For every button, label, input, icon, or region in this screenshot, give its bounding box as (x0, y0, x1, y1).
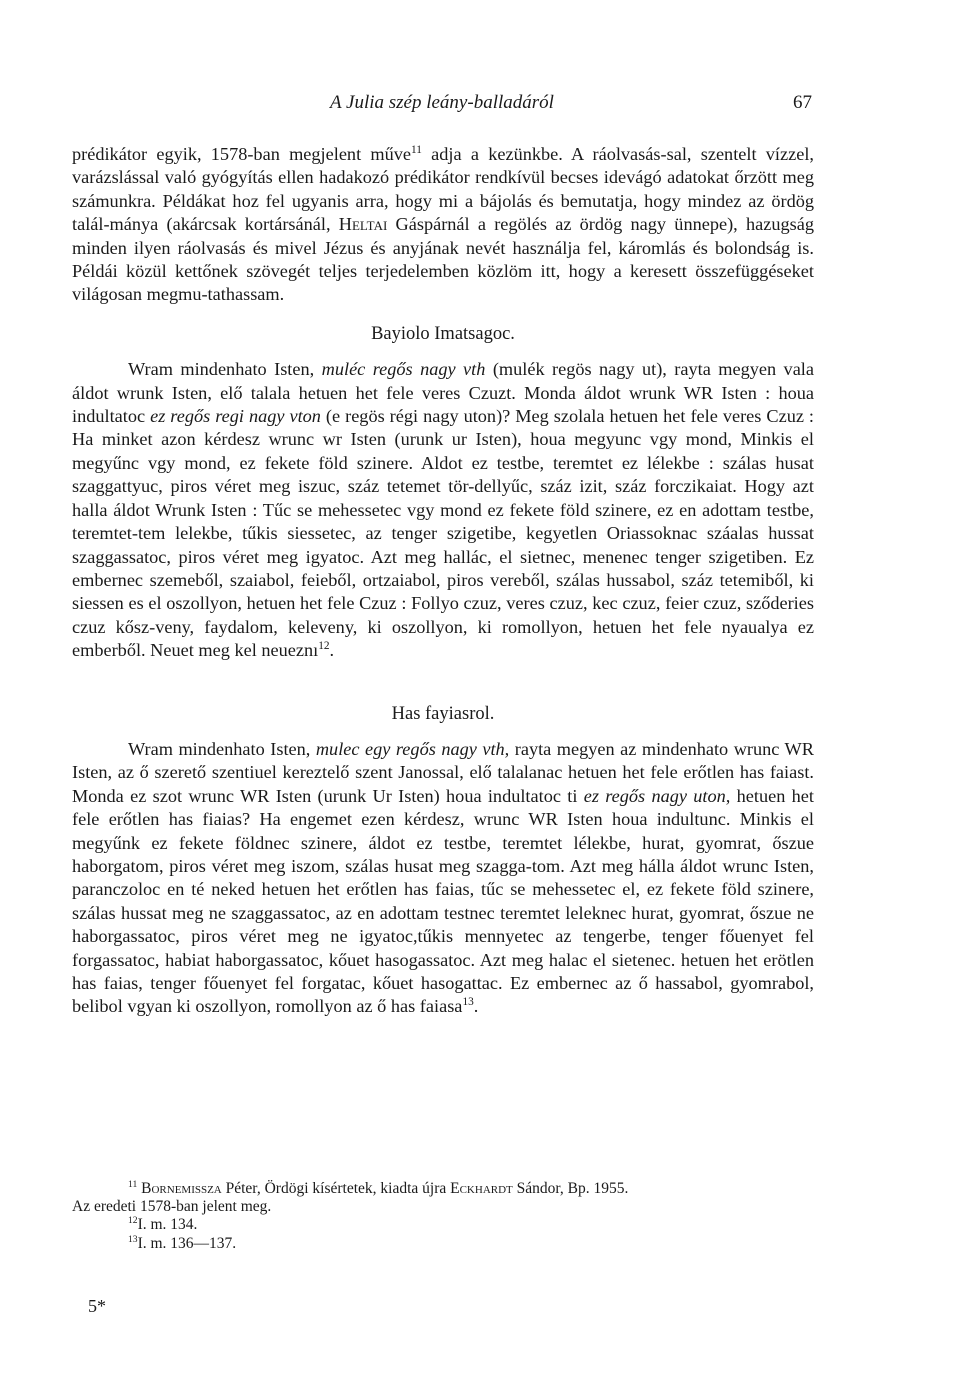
footnote-ref-11[interactable]: 11 (411, 143, 422, 156)
footnote-number: 11 (128, 1178, 138, 1190)
footnote-number: 12 (128, 1215, 138, 1227)
footnotes (72, 1180, 814, 1253)
paragraph-intro (72, 143, 814, 307)
text-run: hetuen het fele erőtlen has fiaias? Ha engemet ezen kérdesz, wrunc WR Isten houa indultunc. Minkis el megyűnk ez fekete földnec szinere, áldot ez testbe, teremtet lélekbe, hurat, gyomrat, őszue haborgatom, piros véret meg iszom, szálas husat meg szagga-tom. Azt meg hálla áldot wrunc Isten, paranczoloc en té neked hetuen het erőtlen has faias, tűc se mehessetec el, ez fekete föld szinere, szálas hussat meg ne szaggassatoc, az en adottam testnec teremtet leleknec hurat, gyomrat, őszue ne haborgassatoc, piros véret meg ne igyatoc,tűkis mennyetec az tengerbe, tenger főuenyet fel forgassatoc, habiat haborgassatoc, kőuet hasogassatoc. Azt meg halac el sietenec. hetuen het erötlen has faias, tenger főuenyet fel forgatac, kőuet hasogattac. Ez embernec az ő hassabol, gyomrabol, belibol vgyan ki oszollyon, romollyon az ő has faiasa (72, 785, 814, 1017)
text-run: Gáspárnál a regölés az ördög nagy ünnepe), hazugság minden ilyen ráolvasás és mivel Jézus és anyjának nevét használja fel, káromlás és bolondság is. Példái közül kettőnek szövegét teljes terjedelemben közlöm itt, hogy a keresett összefüggéseket világosan megmu-tathassam. (72, 214, 814, 305)
text-run: (mulék regös nagy ut), rayta megyen vala áldot wrunk Isten, elő talala hetuen het fele veres Czuzt. Monda áldot wrunk WR Isten : houa indultatoc (72, 359, 815, 427)
text-run: . (329, 640, 335, 661)
footnote-11-continuation: Az eredeti 1578-ban jelent meg. (72, 1198, 272, 1216)
footnote-number: 13 (128, 1233, 138, 1245)
running-header (72, 92, 812, 116)
text-run: (e regös régi nagy uton)? Meg szolala hetuen het fele veres Czuz : Ha minket azon kérdesz wrunc wr Isten (urunk ur Isten), houa megyunc vgy mond, Minkis el megyűnc vgy mond, ez fekete föld szinere. Aldot ez testbe, teremtet ez lélekbe : szálas husat szaggattyuc, piros véret meg iszuc, száz tetemet tör-dellyűc, száz izit, száz forczikaiat. Hogy azt halla áldot Wrunk Isten : Tűc se mehessetec vgy mond ez fekete föld szinere, ez en adottam testbe, teremtet-tem lelekbe, tűkis siessetec, az tenger szigetibe, kegyetlen Oriassoknac száalas hussat szaggassatoc, piros véret meg igyatoc. Azt meg hallác, el sietnec, menenec tenger szigetiben. Ez embernec szemeből, szaiabol, feieből, ortzaiabol, piros vereből, szálas hussabol, száz tetemiből, ki siessen es el oszollyon, hetuen het fele Czuz : Follyo czuz, veres czuz, kec czuz, feier czuz, sződeries czuz kősz-veny, faydalom, keleveny, ki oszollyon, ki romollyon, hetuen het fele nyaualya ez emberből. Neuet meg kel neueznı (72, 406, 814, 661)
text-run: prédikátor egyik, 1578-ban megjelent műve (72, 144, 412, 164)
text-run: Sándor, Bp. 1955. (512, 1180, 629, 1197)
footnote-13 (72, 1235, 814, 1253)
footnote-11 (72, 1180, 814, 1198)
page-number: 67 (793, 92, 812, 113)
editor-name-eckhardt: Eckhardt (450, 1180, 513, 1197)
section-heading-has-fayiasrol: Has fayiasrol. (391, 703, 495, 724)
text-run: Wram mindenhato Isten, (128, 359, 322, 380)
author-name-bornemissza: Bornemissza (141, 1180, 222, 1197)
footnote-ref-12[interactable]: 12 (318, 640, 330, 653)
text-run: I. m. 136—137. (137, 1234, 237, 1252)
author-name-heltai: Heltai (338, 214, 388, 235)
paragraph-has-fayiasrol-text (72, 738, 814, 1019)
footnote-ref-13[interactable]: 13 (462, 996, 474, 1009)
footnote-12 (72, 1216, 814, 1234)
italic-run: ez regős regi nagy vton (150, 406, 321, 427)
italic-run: mulec egy regős nagy vth, (315, 738, 510, 759)
section-heading-bayiolo: Bayiolo Imatsagoc. (371, 323, 515, 344)
running-title: A Julia szép leány-balladáról (330, 92, 554, 113)
text-run: adja a kezünkbe. A ráolvasás-sal, szentelt vízzel, varázslással való gyógyítás ellen hadakozó prédikátor rendkívül becses idevágó adatokat őrzött meg számunkra. Példákat hoz fel ugyanis arra, hogy mi a bájolás és bemutatja, hogy mindez az ördög talál-mánya (akárcsak kortársánál, (72, 144, 814, 235)
main-text (72, 143, 814, 1019)
italic-run: muléc regős nagy vth (321, 359, 486, 380)
paragraph-bayiolo-text (72, 358, 814, 662)
text-run: Wram mindenhato Isten, (128, 738, 316, 759)
text-run: Péter, Ördögi kísértetek, kiadta újra (221, 1180, 451, 1197)
text-run: . (473, 996, 479, 1017)
signature-mark: 5* (88, 1296, 106, 1316)
text-run: rayta megyen az mindenhato wrunc WR Isten, az ő szerető szentiuel kereztelő szent Janossal, elő talalanac hetuen het fele erőtlen has faiast. Monda ez szot wrunc WR Isten (urunk Ur Isten) houa indultatoc ti (72, 738, 815, 806)
italic-run: ez regős nagy uton, (583, 785, 731, 806)
text-run: I. m. 134. (137, 1216, 198, 1234)
